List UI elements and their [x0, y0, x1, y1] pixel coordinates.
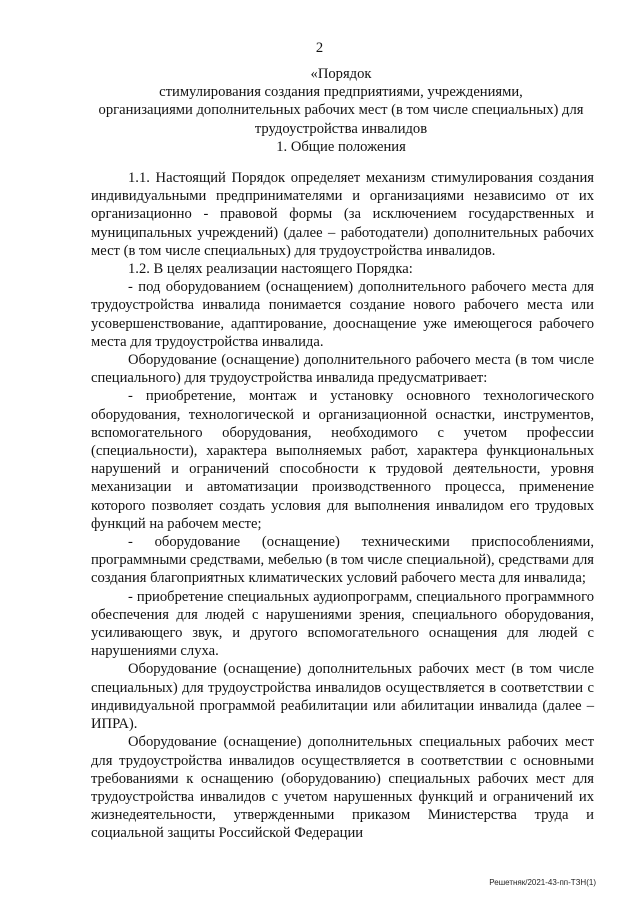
title-line-3: организациями дополнительных рабочих мест (в том числе специальных) для: [98, 102, 584, 119]
list-item: - приобретение специальных аудиопрограмм, специального программного обеспечения для людей с нарушениями зрения, специального оборудования, усиливающего звук, и другого вспомогательного оснащения для людей с нарушениями слуха.: [91, 588, 594, 660]
title-line-4: трудоустройства инвалидов: [254, 120, 428, 137]
list-item: - приобретение, монтаж и установку основного технологического оборудования, технологической и организационной оснастки, инструментов, вспомогательного оборудования, необходимого с учетом профессии (специальности), характера выполняемых работ, характера функциональных нарушений и ограничений способности к трудовой деятельности, уровня механизации и автоматизации производственного процесса, применение которого позволяет создать условия для выполнения инвалидом его трудовых функций на рабочем месте;: [91, 388, 594, 532]
paragraph: Оборудование (оснащение) дополнительных специальных рабочих мест для трудоустройства инвалидов осуществляется в соответствии с основными требованиями к оснащению (оборудованию) специальных рабочих мест для трудоустройства инвалидов с учетом нарушенных функций и ограничений их жизнедеятельности, утвержденными приказом Министерства труда и социальной защиты Российской Федерации: [91, 734, 594, 842]
document-code: Решетняк/2021-43-пп-ТЗН(1): [489, 878, 596, 887]
document-body: [91, 169, 594, 843]
paragraph-1-2: 1.2. В целях реализации настоящего Порядка:: [128, 261, 413, 278]
list-item: - оборудование (оснащение) техническими приспособлениями, программными средствами, мебелью (в том числе специальной), средствами для создания благоприятных климатических условий рабочего места для инвалида;: [91, 534, 594, 587]
page-number: 2: [315, 40, 324, 56]
definition-item: - под оборудованием (оснащением) дополнительного рабочего места для трудоустройства инвалида понимается создание нового рабочего места или усовершенствование, адаптирование, дооснащение уже имеющегося рабочего места для трудоустройства инвалида.: [91, 279, 594, 350]
title-line-1: «Порядок: [310, 66, 372, 82]
paragraph: Оборудование (оснащение) дополнительных рабочих мест (в том числе специальных) для трудоустройства инвалидов осуществляется в соответствии с индивидуальной программой реабилитации или абилитации инвалида (далее – ИПРА).: [91, 661, 594, 733]
paragraph: Оборудование (оснащение) дополнительного рабочего места (в том числе специального) для трудоустройства инвалида предусматривает:: [91, 352, 594, 387]
document-title: [88, 65, 594, 156]
paragraph-1-1: 1.1. Настоящий Порядок определяет механизм стимулирования создания индивидуальными предпринимателями и организациями независимо от их организационно - правовой формы (за исключением государственных и муниципальных учреждений) (далее – работодатели) дополнительных рабочих мест (в том числе специальных) для трудоустройства инвалидов.: [91, 170, 594, 259]
section-heading: 1. Общие положения: [276, 138, 406, 155]
title-line-2: стимулирования создания предприятиями, учреждениями,: [159, 84, 523, 101]
